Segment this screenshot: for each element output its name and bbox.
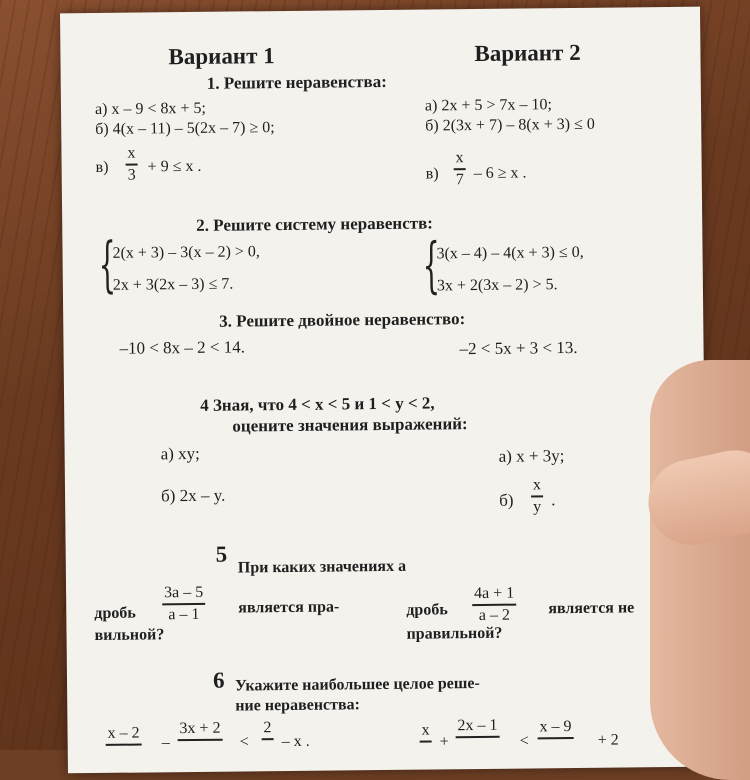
task-6-v2-fraction-3 (537, 718, 573, 758)
task-4-v2-a: а) x + 3y; (498, 446, 565, 466)
task-5-v2-line-2: правильной? (406, 624, 503, 643)
task-1-v1-c-prefix: в) (95, 158, 109, 176)
system-brace-v1: { (98, 229, 117, 300)
fraction-denominator: a – 1 (168, 605, 200, 623)
system-brace-v2: { (422, 230, 441, 301)
task-5-v1-line-2: вильной? (94, 626, 165, 645)
fraction-denominator: 7 (455, 170, 464, 188)
task-6-v1-fraction-1 (105, 725, 141, 765)
fraction-numerator: x (532, 476, 542, 494)
task-4-v2-b-suffix: . (551, 490, 556, 510)
task-5-v1-tail: является пра- (238, 598, 340, 617)
task-1-v2-b: б) 2(3x + 7) – 8(x + 3) ≤ 0 (425, 115, 595, 135)
task-1-v1-a: а) x – 9 < 8x + 5; (94, 99, 207, 118)
fraction-numerator: x – 9 (539, 718, 572, 736)
task-1-title: 1. Решите неравенства: (206, 71, 387, 93)
worksheet-paper (60, 7, 708, 774)
task-6-title-line-1: Укажите наибольшее целое реше- (234, 674, 480, 695)
task-6-number: 6 (212, 667, 225, 693)
fraction-numerator: x – 2 (107, 724, 140, 742)
task-6-v1-fraction-3 (261, 719, 273, 759)
task-1-v1-b: б) 4(x – 11) – 5(2x – 7) ≥ 0; (95, 119, 275, 138)
task-5-title: При каких значениях a (237, 557, 407, 577)
task-6-v2-operator-1: + (439, 733, 449, 751)
fraction-numerator: 2x – 1 (457, 716, 498, 735)
task-3-v2: –2 < 5x + 3 < 13. (459, 337, 578, 359)
task-2-title: 2. Решите систему неравенств: (196, 213, 434, 235)
fraction-denominator: 3 (127, 166, 136, 184)
task-4-v1-b: б) 2x – y. (160, 485, 226, 506)
fraction-numerator: 3a – 5 (164, 583, 204, 602)
task-1-v2-c-suffix: – 6 ≥ x . (473, 164, 527, 183)
task-6-title-line-2: ние неравенства: (235, 696, 361, 715)
variant-1-header: Вариант 1 (168, 43, 275, 70)
task-4-v1-a: а) xy; (160, 443, 200, 464)
task-1-v1-c-suffix: + 9 ≤ x . (147, 157, 202, 176)
task-2-v2-line-1: 3(x – 4) – 4(x + 3) ≤ 0, (436, 243, 584, 263)
task-6-v2-fraction-1 (419, 722, 431, 762)
task-6-v2-tail: + 2 (597, 731, 619, 749)
task-1-v2-c-prefix: в) (425, 165, 439, 183)
task-6-v1-operator-2: < (239, 733, 249, 751)
task-2-v1-line-1: 2(x + 3) – 3(x – 2) > 0, (112, 243, 260, 262)
task-4-title-line-1: 4 Зная, что 4 < x < 5 и 1 < y < 2, (200, 393, 435, 415)
task-6-v2-operator-2: < (519, 732, 529, 750)
hand (650, 360, 750, 780)
fraction-numerator: 2 (263, 719, 272, 737)
task-5-v2-word: дробь (406, 601, 448, 619)
fraction-numerator: x (127, 144, 136, 162)
fraction-numerator: x (455, 149, 464, 167)
task-6-v1-operator-1: – (161, 734, 170, 752)
task-3-title: 3. Решите двойное неравенство: (219, 309, 466, 331)
task-4-title-line-2: оцените значения выражений: (232, 414, 468, 436)
fraction-numerator: 4a + 1 (474, 584, 515, 603)
task-5-v2-tail: является не (548, 599, 635, 618)
fraction-denominator: a – 2 (478, 606, 511, 624)
task-5-number: 5 (215, 541, 228, 567)
task-6-v1-tail: – x . (281, 732, 310, 751)
task-3-v1: –10 < 8x – 2 < 14. (119, 337, 246, 358)
task-5-v2-fraction (472, 585, 517, 625)
task-5-v1-fraction (162, 584, 206, 624)
task-4-v2-b-prefix: б) (499, 490, 514, 510)
task-4-v2-b-fraction (531, 476, 543, 516)
fraction-denominator: y (533, 497, 542, 516)
task-5-v1-word: дробь (94, 604, 136, 623)
task-2-v1-line-2: 2x + 3(2x – 3) ≤ 7. (112, 275, 234, 294)
task-2-v2-line-2: 3x + 2(3x – 2) > 5. (436, 276, 558, 295)
task-1-v2-a: а) 2x + 5 > 7x – 10; (424, 96, 553, 115)
task-1-v2-c-fraction (453, 149, 465, 189)
task-6-v1-fraction-2 (177, 720, 222, 760)
task-1-v1-c-fraction (125, 145, 137, 185)
fraction-numerator: x (421, 721, 430, 739)
task-6-v2-fraction-2 (455, 717, 499, 757)
variant-2-header: Вариант 2 (474, 39, 581, 67)
fraction-numerator: 3x + 2 (179, 719, 221, 738)
